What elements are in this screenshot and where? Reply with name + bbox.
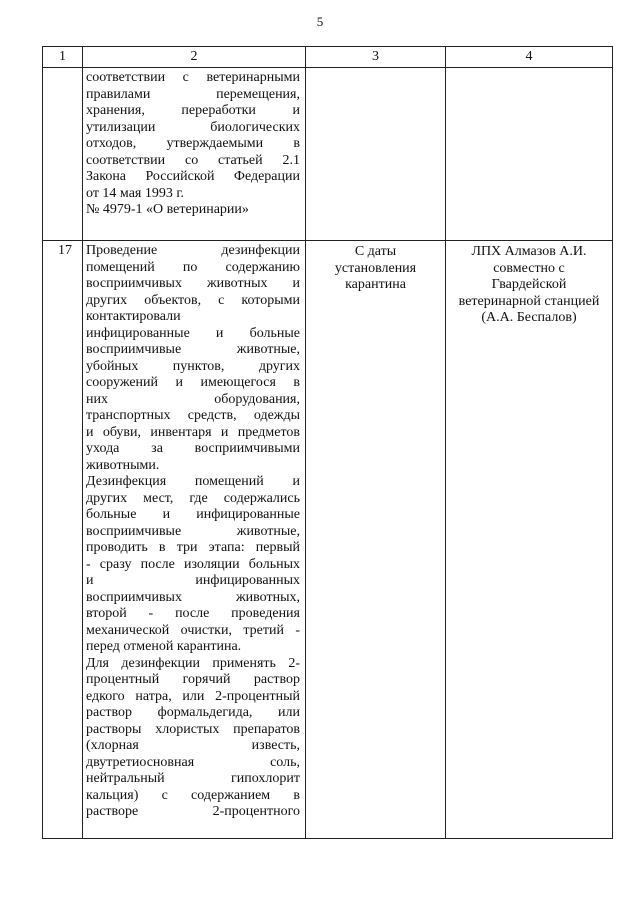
cell-line: больные и инфицированные <box>86 507 300 522</box>
cell-line: восприимчивые животные, <box>86 342 300 357</box>
cell-line: ухода за восприимчивыми <box>86 441 300 456</box>
cell-line: нейтральный гипохлорит <box>86 771 300 786</box>
cell-line: раствор формальдегида, или <box>86 705 300 720</box>
cell-line: них оборудования, <box>86 391 300 407</box>
measure-responsible <box>446 241 613 839</box>
cell-line: соответствии с ветеринарными <box>86 70 300 85</box>
page-number: 5 <box>316 14 324 29</box>
cell-line: кальция) с содержанием в <box>86 787 300 803</box>
cell-line: других объектов, с которыми <box>86 292 300 308</box>
cell-line: животными. <box>86 457 160 473</box>
header-col-4: 4 <box>446 47 613 68</box>
cell-line: контактировали <box>86 309 181 324</box>
cell-line: - сразу после изоляции больных <box>86 556 300 572</box>
table-row <box>43 241 613 839</box>
cell-line: совместно с <box>493 260 565 276</box>
cell-line: Дезинфекция помещений и <box>86 474 300 489</box>
measure-term <box>306 241 446 839</box>
cell-line: и обуви, инвентаря и предметов <box>86 424 300 440</box>
cell-line: С даты <box>354 244 397 259</box>
cell-line: хранения, переработки и <box>86 103 300 118</box>
measure-description <box>83 68 306 241</box>
cell-line: № 4979-1 «О ветеринарии» <box>86 202 249 217</box>
cell-line: восприимчивых животных, <box>86 589 300 605</box>
cell-line: транспортных средств, одежды <box>86 408 300 423</box>
cell-line: Гвардейской <box>491 277 567 292</box>
cell-line: восприимчивых животных и <box>86 276 300 291</box>
cell-line: растворы хлористых препаратов <box>86 721 300 737</box>
measures-table <box>42 46 613 839</box>
cell-line: двутретиосновная соль, <box>86 754 300 770</box>
table-row <box>43 68 613 241</box>
measure-responsible <box>446 68 613 241</box>
cell-line: отходов, утверждаемыми в <box>86 136 300 151</box>
cell-line: сооружений и имеющегося в <box>86 375 300 390</box>
cell-line: инфицированные и больные <box>86 325 300 341</box>
cell-line: едкого натра, или 2-процентный <box>86 688 300 704</box>
cell-line: ЛПХ Алмазов А.И. <box>471 244 587 259</box>
cell-line: от 14 мая 1993 г. <box>86 185 185 201</box>
cell-line: (А.А. Беспалов) <box>481 310 577 325</box>
cell-line: Закона Российской Федерации <box>86 169 300 184</box>
header-col-2: 2 <box>83 47 306 68</box>
cell-line: механической очистки, третий - <box>86 622 300 638</box>
cell-line: утилизации биологических <box>86 119 300 135</box>
cell-line: второй - после проведения <box>86 606 300 621</box>
cell-line: Для дезинфекции применять 2- <box>86 655 300 671</box>
cell-line: соответствии со статьей 2.1 <box>86 152 300 168</box>
cell-line: карантина <box>345 277 406 292</box>
cell-line: Проведение дезинфекции <box>86 243 300 258</box>
cell-line: (хлорная известь, <box>86 738 300 753</box>
header-col-3: 3 <box>306 47 446 68</box>
measure-term <box>306 68 446 241</box>
cell-line: правилами перемещения, <box>86 86 300 102</box>
row-number: 17 <box>43 241 83 839</box>
header-col-1: 1 <box>43 47 83 68</box>
row-number <box>43 68 83 241</box>
cell-line: установления <box>334 260 417 276</box>
cell-line: других мест, где содержались <box>86 490 300 506</box>
cell-line: проводить в три этапа: первый <box>86 540 300 555</box>
cell-line: ветеринарной станцией <box>458 293 600 309</box>
cell-line: растворе 2-процентного <box>86 804 300 819</box>
table-header-row <box>43 47 613 68</box>
measure-description <box>83 241 306 839</box>
cell-line: перед отменой карантина. <box>86 639 242 654</box>
cell-line: и инфицированных <box>86 573 300 588</box>
cell-line: процентный горячий раствор <box>86 672 300 687</box>
cell-line: помещений по содержанию <box>86 259 300 275</box>
cell-line: восприимчивые животные, <box>86 523 300 539</box>
cell-line: убойных пунктов, других <box>86 358 300 374</box>
